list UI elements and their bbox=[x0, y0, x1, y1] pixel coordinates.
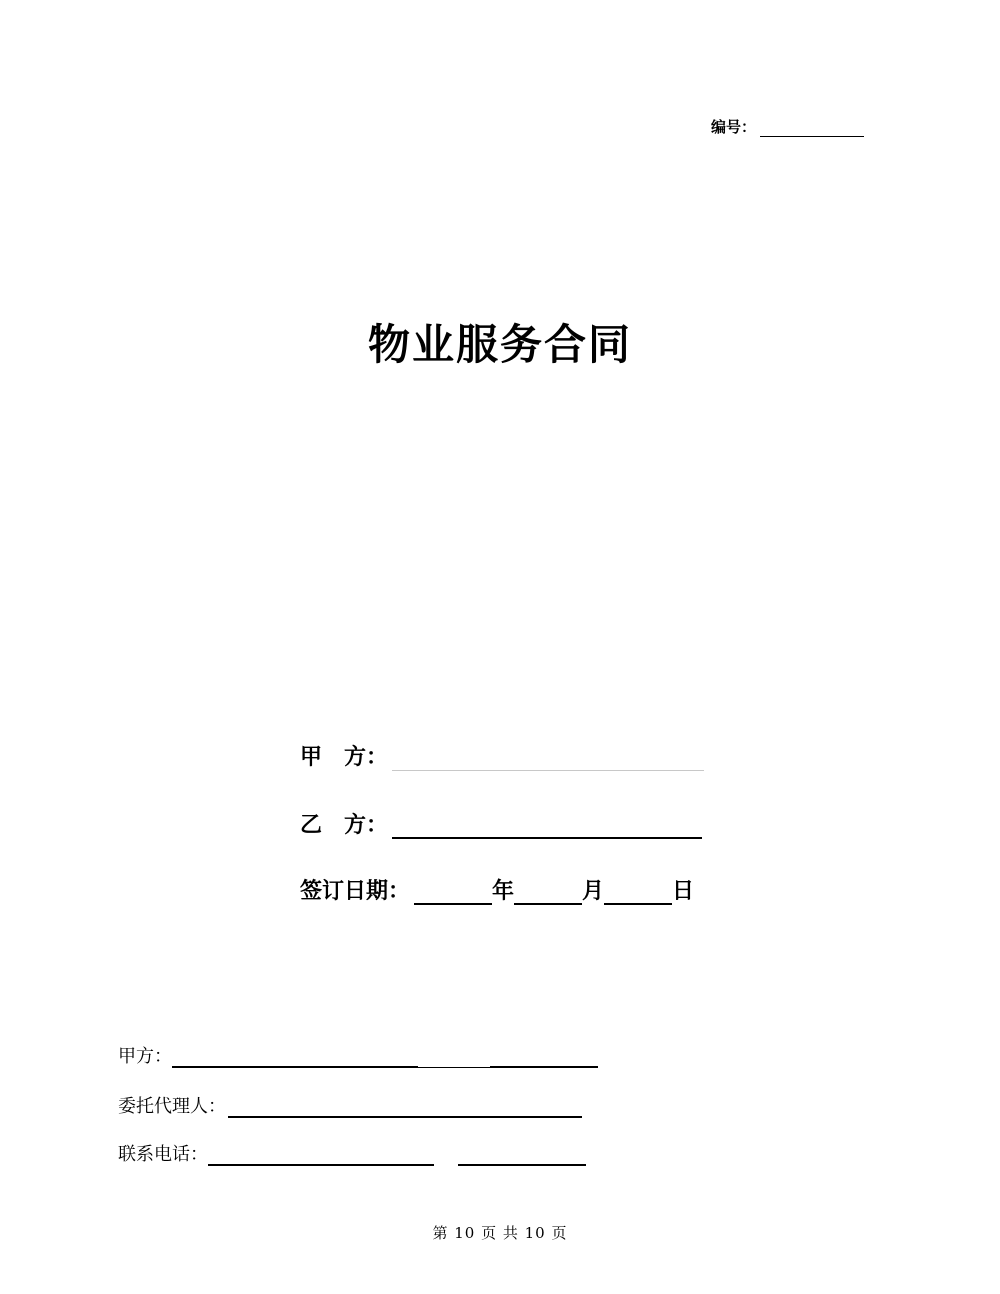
signature-party-a-label: 甲方： bbox=[118, 1046, 172, 1067]
signature-agent-blank bbox=[228, 1100, 582, 1118]
signature-agent-label: 委托代理人： bbox=[118, 1096, 226, 1117]
signature-party-a-blank bbox=[172, 1050, 418, 1068]
cover-party-b-blank bbox=[392, 817, 702, 839]
signature-party-a-blank-gap bbox=[418, 1051, 490, 1068]
signature-phone-label: 联系电话： bbox=[118, 1144, 208, 1165]
document-title: 物业服务合同 bbox=[367, 320, 632, 369]
signature-party-a-blank-extra bbox=[490, 1050, 598, 1068]
sign-date-year-label: 年 bbox=[492, 879, 515, 904]
page-footer: 第 10 页 共 10 页 bbox=[432, 1224, 568, 1242]
sign-date-row bbox=[300, 874, 694, 905]
signature-party-a-row bbox=[118, 1042, 598, 1068]
cover-party-a-label: 甲 方： bbox=[300, 745, 389, 770]
signature-phone-row bbox=[118, 1140, 586, 1166]
sign-date-label: 签订日期： bbox=[300, 879, 411, 904]
sign-date-day-blank bbox=[604, 883, 672, 905]
serial-number bbox=[711, 116, 864, 137]
serial-number-blank bbox=[760, 122, 864, 137]
signature-phone-blank-extra bbox=[458, 1148, 586, 1166]
serial-number-label: 编号： bbox=[710, 118, 756, 136]
sign-date-day-label: 日 bbox=[672, 879, 695, 904]
cover-party-a-row bbox=[300, 740, 704, 771]
sign-date-month-label: 月 bbox=[582, 879, 605, 904]
signature-phone-blank bbox=[208, 1148, 434, 1166]
cover-party-a-blank bbox=[392, 750, 704, 771]
cover-party-b-label: 乙 方： bbox=[300, 813, 389, 838]
signature-agent-row bbox=[118, 1092, 582, 1118]
sign-date-year-blank bbox=[414, 883, 492, 905]
sign-date-month-blank bbox=[514, 883, 582, 905]
cover-party-b-row bbox=[300, 808, 702, 839]
